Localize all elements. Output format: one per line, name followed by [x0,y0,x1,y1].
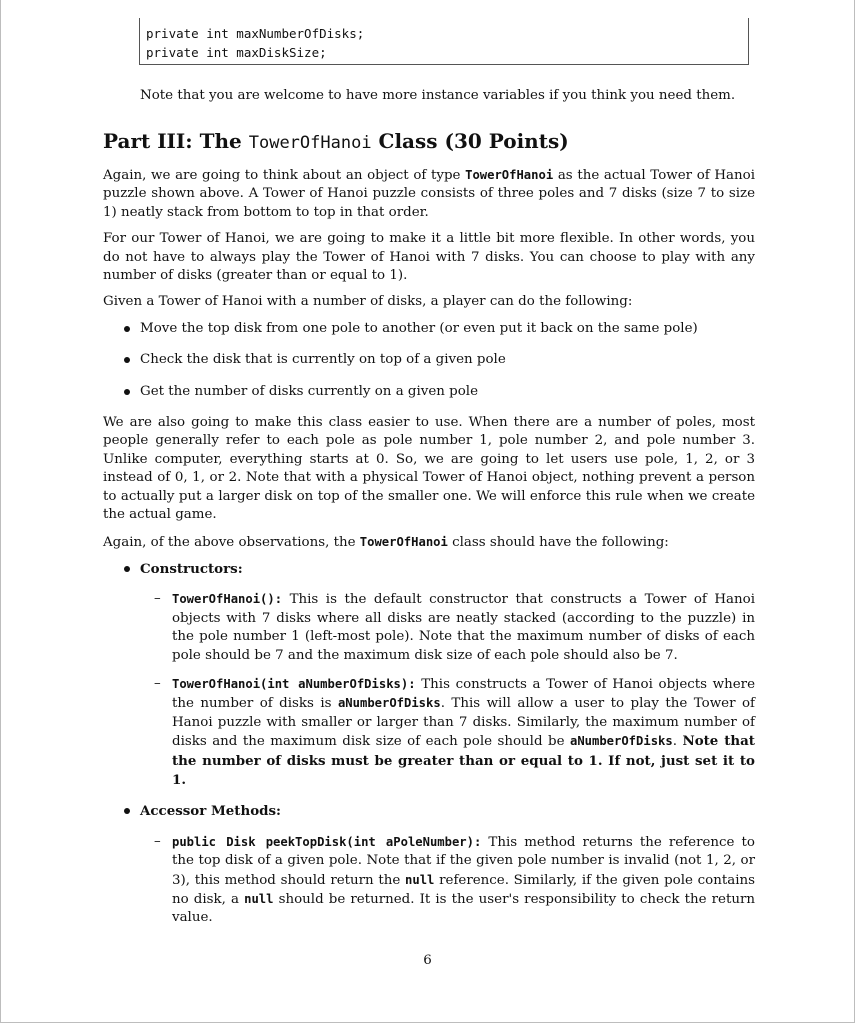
bold-note: Note that the number of disks must be greater than or equal to 1. If not, just set it to 1. [172,733,755,788]
code-box [139,18,749,65]
text: as the actual Tower of Hanoi puzzle shown above. A Tower of Hanoi puzzle consists of three poles and 7 disks (size 7 to size 1) neatly stack from bottom to top in that order. [103,168,755,220]
paragraph-pole-numbering: We are also going to make this class easier to use. When there are a number of poles, most people generally refer to each pole as pole number 1, pole number 2, and pole number 3. Unlike computer, everything starts at 0. So, we are going to let users use pole, 1, 2, or 3 instead of 0, 1, or 2. Note that with a physical Tower of Hanoi object, nothing prevent a person to actually put a larger disk on top of the smaller one. We will enforce this rule when we create the actual game. [103,415,755,523]
accessors-list [140,833,755,928]
method-signature: TowerOfHanoi(int aNumberOfDisks): [172,676,416,691]
constructor-with-disks [154,675,755,790]
paragraph-intro [103,166,755,222]
text: Again, of the above observations, the [103,534,360,550]
text: . This will allow a user to play the Tower of Hanoi puzzle with smaller or larger than 7 disks. Similarly, the maximum number of disks and the maximum disk size of each pole should be [172,696,755,750]
text: This constructs a Tower of Hanoi objects where the number of disks is [172,676,756,712]
code-line: private int maxDiskSize; [146,45,327,60]
paragraph-flexible: For our Tower of Hanoi, we are going to make it a little bit more flexible. In other words, you do not have to always play the Tower of Hanoi with 7 disks. You can choose to play with any number of disks (greater than or equal to 1). [103,231,755,284]
title-suffix: Class (30 Points) [371,129,569,153]
section-body [103,166,755,940]
note-paragraph: Note that you are welcome to have more instance variables if you think you need them. [140,88,736,103]
section-title [103,128,763,156]
title-code: TowerOfHanoi [248,133,372,153]
inline-code: aNumberOfDisks [337,696,441,711]
accessors-label: Accessor Methods: [140,803,281,820]
text: . [672,734,683,750]
requirements-list [103,560,755,928]
constructors-section [121,560,755,790]
text: should be returned. It is the user's responsibility to check the return value. [172,892,756,926]
text: class should have the following: [447,534,669,550]
list-item: Move the top disk from one pole to another (or even put it back on the same pole) [121,320,755,338]
method-signature: TowerOfHanoi(): [172,592,283,607]
method-signature: public Disk peekTopDisk(int aPoleNumber): [172,834,482,849]
text: This is the default constructor that constructs a Tower of Hanoi objects with 7 disks where all disks are neatly stacked (according to the puzzle) in the pole number 1 (left-most pole). Note that the maximum number of disks of each pole should be 7 and the maximum disk size of each pole should also be 7. [172,592,755,663]
page-number: 6 [423,953,432,968]
list-item: Get the number of disks currently on a given pole [121,383,755,401]
paragraph-player-actions: Given a Tower of Hanoi with a number of disks, a player can do the following: [103,294,633,310]
inline-code: TowerOfHanoi [465,168,554,182]
inline-code: null [244,892,274,906]
inline-code: TowerOfHanoi [359,534,448,549]
accessors-section [121,802,755,927]
title-prefix: Part III: The [103,129,249,153]
list-item: Check the disk that is currently on top of a given pole [121,351,755,369]
constructor-default [154,590,755,665]
actions-list [103,320,755,401]
text: reference. Similarly, if the given pole contains no disk, a [172,872,755,907]
paragraph-class-requirements [103,533,755,552]
inline-code: null [405,872,435,887]
code-line: private int maxNumberOfDisks; [146,26,365,41]
text: Again, we are going to think about an object of type [103,168,466,183]
text: This method returns the reference to the top disk of a given pole. Note that if the given pole number is invalid (not 1, 2, or 3), this method should return the [172,834,755,888]
method-peek-top-disk [154,833,755,928]
constructors-label: Constructors: [140,560,243,577]
constructors-list [140,590,755,790]
inline-code: aNumberOfDisks [569,734,673,749]
